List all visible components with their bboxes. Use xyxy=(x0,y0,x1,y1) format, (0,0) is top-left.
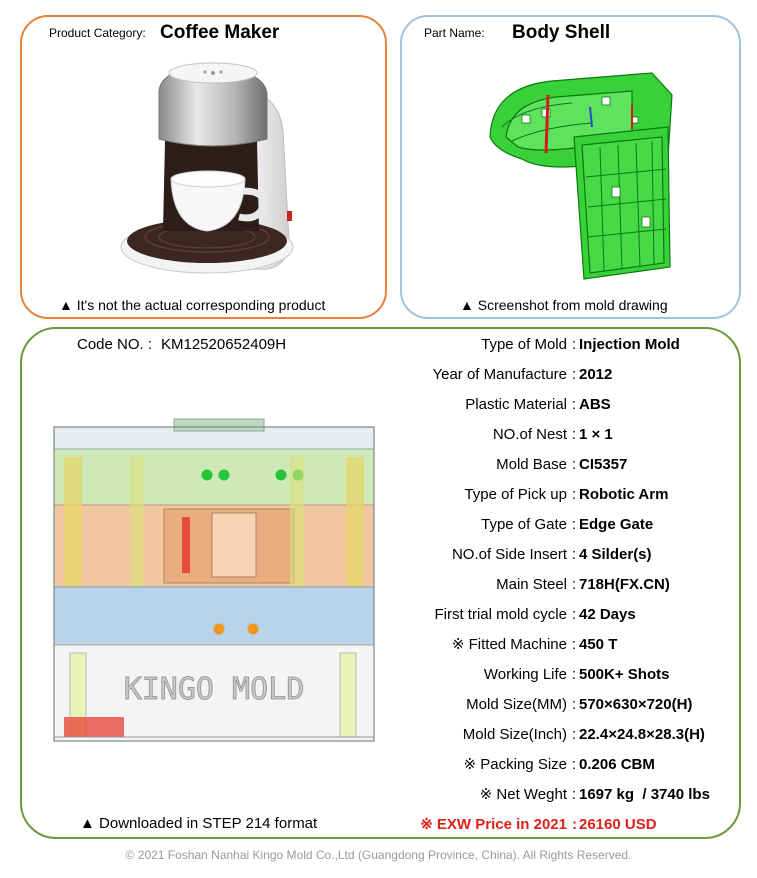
spec-value: 4 Silder(s) xyxy=(579,546,652,563)
spec-colon: : xyxy=(572,336,577,353)
spec-label: ※ Net Weght xyxy=(479,786,567,803)
spec-value: ABS xyxy=(579,396,611,413)
part-name-value: Body Shell xyxy=(512,22,611,43)
spec-label: First trial mold cycle xyxy=(434,606,567,623)
spec-colon: : xyxy=(572,726,577,743)
spec-colon: : xyxy=(572,546,577,563)
spec-label: Mold Size(MM) xyxy=(466,696,567,713)
product-category-label: Product Category: xyxy=(49,26,146,40)
spec-row-year xyxy=(22,360,743,390)
spec-colon: : xyxy=(572,756,577,773)
spec-table xyxy=(22,329,743,841)
spec-value: 2012 xyxy=(579,366,613,383)
spec-row-working-life xyxy=(22,660,743,690)
price-label: ※ EXW Price in 2021 xyxy=(420,816,567,833)
spec-colon: : xyxy=(572,666,577,683)
spec-row-type-of-mold xyxy=(22,330,743,360)
spec-colon: : xyxy=(572,576,577,593)
spec-colon: : xyxy=(572,456,577,473)
price-value: 26160 USD xyxy=(579,816,657,833)
spec-label: Mold Size(Inch) xyxy=(462,726,567,743)
spec-row-size-mm xyxy=(22,690,743,720)
spec-colon: : xyxy=(572,636,577,653)
spec-colon: : xyxy=(572,396,577,413)
spec-colon: : xyxy=(572,606,577,623)
spec-value: 1697 kg / 3740 lbs xyxy=(579,786,710,803)
mold-caption: ▲ Downloaded in STEP 214 format xyxy=(80,815,318,832)
spec-row-plastic-material xyxy=(22,390,743,420)
spec-label: ※ Fitted Machine xyxy=(451,636,567,653)
spec-colon: : xyxy=(572,696,577,713)
product-category-panel xyxy=(20,15,387,319)
spec-colon: : xyxy=(572,816,577,833)
spec-colon: : xyxy=(572,516,577,533)
spec-row-nest xyxy=(22,420,743,450)
spec-row-fitted-machine xyxy=(22,630,743,660)
spec-label: Main Steel xyxy=(496,576,567,593)
spec-value: Robotic Arm xyxy=(579,486,669,503)
spec-value: 0.206 CBM xyxy=(579,756,655,773)
code-label: Code NO. : xyxy=(77,336,153,353)
spec-row-trial-cycle xyxy=(22,600,743,630)
spec-label: ※ Packing Size xyxy=(463,756,567,773)
part-name-panel xyxy=(400,15,741,319)
spec-label: Working Life xyxy=(483,666,567,683)
product-caption: ▲ It's not the actual corresponding product xyxy=(59,297,326,313)
spec-value: 42 Days xyxy=(579,606,636,623)
spec-label: Year of Manufacture xyxy=(432,366,567,383)
spec-row-exw-price xyxy=(22,810,743,840)
spec-row-net-weight xyxy=(22,780,743,810)
spec-label: Mold Base xyxy=(496,456,567,473)
copyright-footer: © 2021 Foshan Nanhai Kingo Mold Co.,Ltd (Guangdong Province, China). All Rights Reserved. xyxy=(125,848,632,862)
mold-spec-panel xyxy=(20,327,741,839)
coffee-maker-image xyxy=(107,51,307,283)
kingo-mold-watermark: KINGO MOLD xyxy=(123,672,305,707)
spec-colon: : xyxy=(572,786,577,803)
spec-colon: : xyxy=(572,426,577,443)
spec-row-gate xyxy=(22,510,743,540)
spec-value: 500K+ Shots xyxy=(579,666,670,683)
spec-row-size-inch xyxy=(22,720,743,750)
spec-label: Type of Mold xyxy=(481,336,567,353)
spec-label: Type of Pick up xyxy=(464,486,567,503)
spec-label: NO.of Side Insert xyxy=(451,546,567,563)
spec-colon: : xyxy=(572,486,577,503)
spec-value: Injection Mold xyxy=(579,336,680,353)
spec-value: Edge Gate xyxy=(579,516,654,533)
spec-value: 22.4×24.8×28.3(H) xyxy=(579,726,705,743)
mold-drawing-image xyxy=(482,67,682,282)
product-category-value: Coffee Maker xyxy=(160,22,280,43)
spec-colon: : xyxy=(572,366,577,383)
part-caption: ▲ Screenshot from mold drawing xyxy=(460,297,668,313)
spec-row-mold-base xyxy=(22,450,743,480)
spec-value: 450 T xyxy=(579,636,618,653)
spec-row-pick-up xyxy=(22,480,743,510)
spec-value: 1 × 1 xyxy=(579,426,613,443)
spec-value: 570×630×720(H) xyxy=(579,696,693,713)
spec-row-main-steel xyxy=(22,570,743,600)
part-name-label: Part Name: xyxy=(424,26,485,40)
spec-row-side-insert xyxy=(22,540,743,570)
spec-label: NO.of Nest xyxy=(492,426,567,443)
spec-row-packing-size xyxy=(22,750,743,780)
code-value: KM12520652409H xyxy=(161,336,287,353)
spec-value: 718H(FX.CN) xyxy=(579,576,670,593)
spec-value: CI5357 xyxy=(579,456,628,473)
spec-label: Plastic Material xyxy=(465,396,567,413)
spec-label: Type of Gate xyxy=(481,516,567,533)
